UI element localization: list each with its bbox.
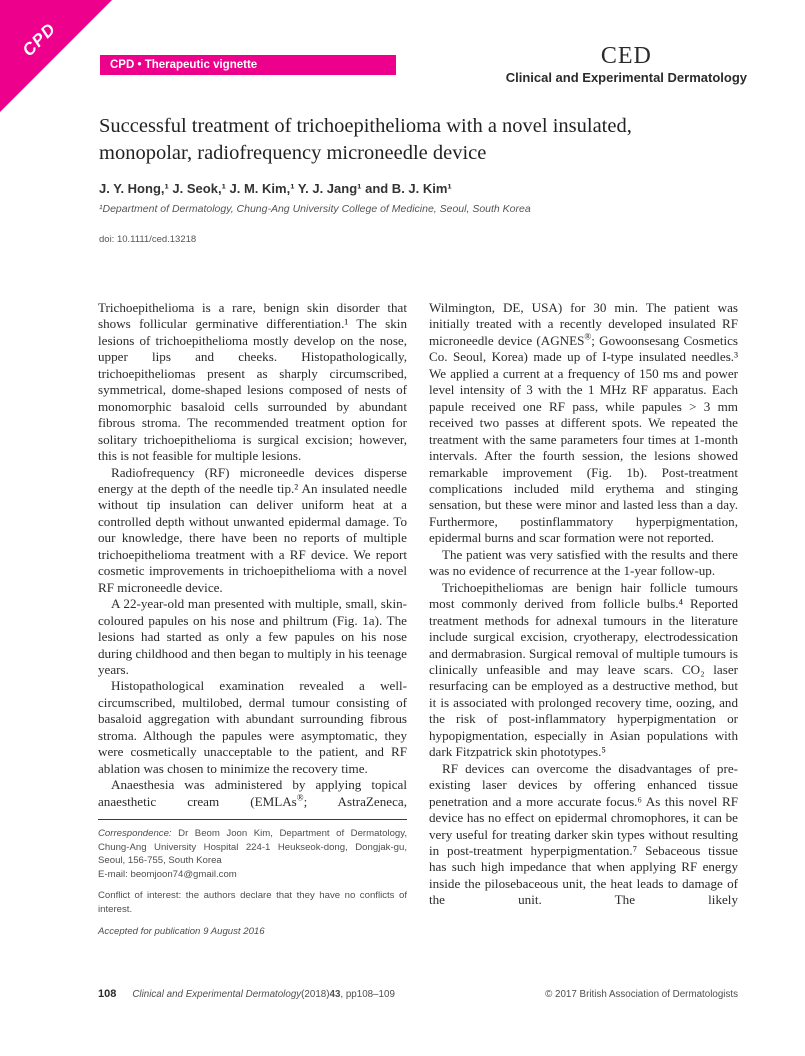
paragraph: The patient was very satisfied with the results and there was no evidence of recurrence at the 1-year follow-up. [429, 546, 738, 579]
correspondence-label: Correspondence: [98, 828, 172, 840]
left-column [98, 300, 407, 946]
accepted-note: Accepted for publication 9 August 2016 [98, 925, 265, 937]
cpd-corner-label: CPD [18, 19, 60, 61]
article-body [98, 300, 738, 946]
journal-masthead [506, 44, 747, 85]
paragraph: RF devices can overcome the disadvantages of pre-existing laser devices by offering enhanced tissue penetration and a more accurate focus.⁶ As this novel RF device has no effect on epidermal chromophores, it can be very useful for treating darker skin types without resulting in post-treatment hyperpigmentation.⁷ Sebaceous tissue has such high impedance that when applying RF energy inside the pilosebaceous unit, the heat leads to damage of the unit. The likely [429, 760, 738, 908]
paragraph: Trichoepitheliomas are benign hair follicle tumours most commonly derived from follicle bulbs.⁴ Reported treatment methods for adnexal tumours in the literature include surgical excision, cryotherapy, electrodessication and dermabrasion. Surgical removal of multiple tumours is clinically unfeasible and may leave scars. CO₂ laser resurfacing can be employed as a destructive method, but it is associated with prolonged recovery time, oozing, and the risk of post-inflammatory hyperpigmentation or hypopigmentation, especially in Asian populations with dark Fitzpatrick skin phototypes.⁵ [429, 579, 738, 760]
paragraph: Radiofrequency (RF) microneedle devices disperse energy at the depth of the needle tip.² An insulated needle without tip insulation can deliver uniform heat at a controlled depth without unwanted epidermal damage. To our knowledge, there have been no reports of multiple trichoepithelioma treatment with a RF device. We report cosmetic improvements in trichoepithelioma with a novel RF microneedle device. [98, 464, 407, 595]
page-number: 108 [98, 988, 117, 1000]
doi-line: doi: 10.1111/ced.13218 [99, 234, 197, 245]
correspondence-text: Dr Beom Joon Kim, Department of Dermatology, Chung-Ang University Hospital 224-1 Heukseok-dong, Dongjak-gu, Seoul, 156-755, South Korea [98, 828, 407, 867]
paragraph: Trichoepithelioma is a rare, benign skin disorder that shows follicular germinative differentiation.¹ The skin lesions of trichoepithelioma mostly develop on the nose, upper lips and cheeks. Histopathologically, trichoepitheliomas present as sharply circumscribed, symmetrical, dome-shaped lesions composed of nests of monomorphic basaloid cells surrounded by abundant fibrous stroma. The recommended treatment option for solitary trichoepithelioma is surgical excision; however, this is not feasible for multiple lesions. [98, 300, 407, 464]
category-bar: CPD • Therapeutic vignette [100, 55, 396, 75]
footer-year: (2018) [301, 989, 330, 1000]
paragraph: Anaesthesia was administered by applying topical anaesthetic cream (EMLAs®; AstraZeneca, [98, 777, 407, 809]
paragraph: A 22-year-old man presented with multiple, small, skin-coloured papules on his nose and philtrum (Fig. 1a). The lesions had started as only a few papules on his nose during childhood and then began to multiply in his teenage years. [98, 596, 407, 677]
conflict-of-interest-note: Conflict of interest: the authors declare that they have no conflicts of interest. [98, 890, 407, 916]
footer-journal-name: Clinical and Experimental Dermatology [132, 989, 302, 1000]
footer-volume: 43 [329, 989, 341, 1000]
article-title: Successful treatment of trichoepithelioma with a novel insulated, monopolar, radiofrequency microneedle device [99, 115, 632, 164]
paragraph: Wilmington, DE, USA) for 30 min. The patient was initially treated with a recently developed insulated RF microneedle device (AGNES®; Gowoonsesang Cosmetics Co. Seoul, Korea) made up of I-type insulated needles.³ We applied a current at a frequency of 150 ms and power level intensity of 3 with the 1 MHz RF apparatus. Each papule received one RF pass, while papules > 3 mm received two passes at different spots. We repeated the treatment with the same parameters four times at 1-month intervals. After the fourth session, the lesions showed remarkable improvement (Fig. 1b). Post-treatment complications included mild erythema and stinging sensation, but these were minor and lasted less than a day. Furthermore, postinflammatory hyperpigmentation, epidermal burns and scar formation were not reported. [429, 300, 738, 546]
footer-copyright: © 2017 British Association of Dermatologists [545, 989, 738, 1000]
journal-name: Clinical and Experimental Dermatology [505, 70, 747, 86]
page-footer [98, 988, 738, 1000]
correspondence-email: E-mail: beomjoon74@gmail.com [98, 868, 237, 880]
affiliation-line: ¹Department of Dermatology, Chung-Ang University College of Medicine, Seoul, South Korea [99, 203, 531, 215]
journal-abbreviation: CED [600, 43, 652, 69]
right-column [429, 300, 738, 946]
footer-pages: , pp108–109 [340, 989, 395, 1000]
correspondence-note [98, 827, 407, 881]
paragraph: Histopathological examination revealed a well-circumscribed, multilobed, dermal tumour consisting of basaloid aggregation with abundant surrounding fibrous stroma. Although the papules were asymptomatic, they were cosmetically unacceptable to the patient, and RF ablation was chosen to minimize the recovery time. [98, 678, 407, 776]
cpd-corner-ribbon [0, 0, 112, 112]
footnote-block [98, 819, 407, 938]
author-line: J. Y. Hong,¹ J. Seok,¹ J. M. Kim,¹ Y. J. Jang¹ and B. J. Kim¹ [99, 181, 452, 196]
footer-citation [98, 988, 395, 1000]
